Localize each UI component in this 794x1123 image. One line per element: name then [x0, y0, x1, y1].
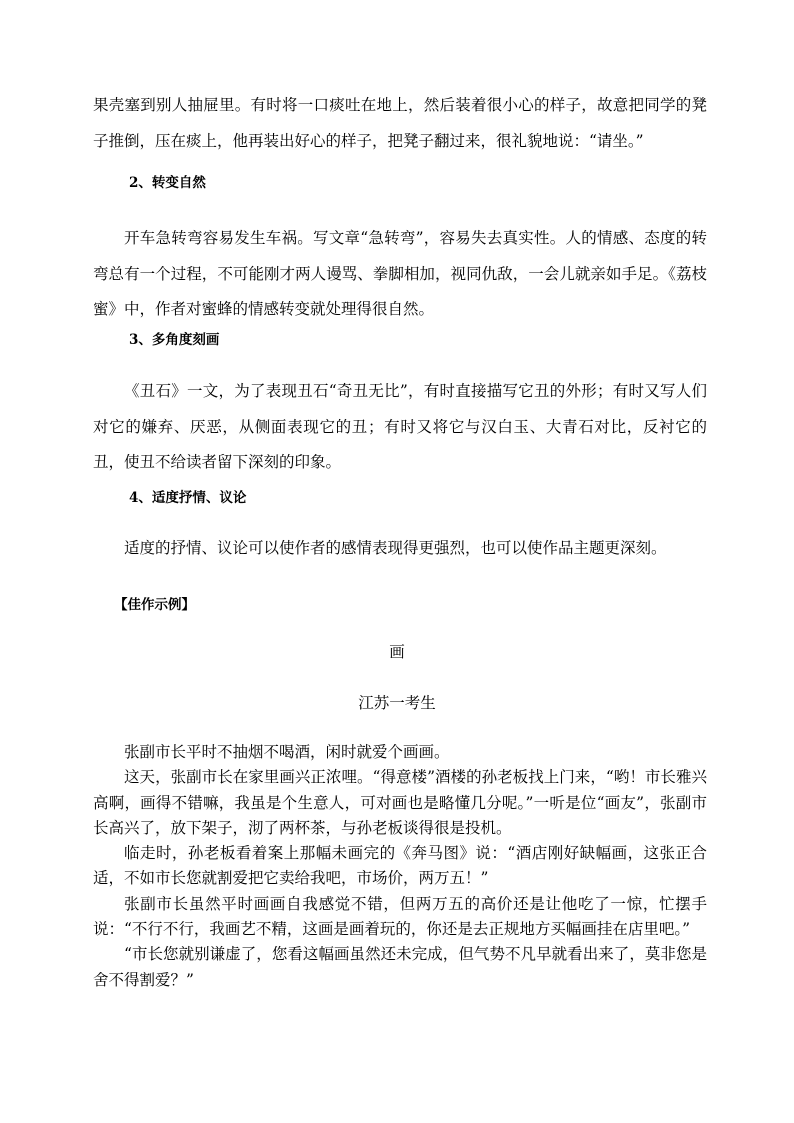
essay-paragraph: 张副市长虽然平时画画自我感觉不错，但两万五的高价还是让他吃了一惊，忙摆手说：“不行不行，我画艺不精，这画是画着玩的，你还是去正规地方买幅画挂在店里吧。” [93, 894, 707, 939]
essay-paragraph: 张副市长平时不抽烟不喝酒，闲时就爱个画画。 [124, 743, 450, 761]
intro-paragraph: 果壳塞到别人抽屉里。有时将一口痰吐在地上，然后装着很小心的样子，故意把同学的凳子推倒，压在痰上，他再装出好心的样子，把凳子翻过来，很礼貌地说：“请坐。” [93, 96, 707, 150]
example-label: 【佳作示例】 [114, 597, 195, 613]
essay-body [93, 740, 707, 993]
section-heading-lyric: 4、适度抒情、议论 [129, 490, 247, 506]
section-heading-multi-angle: 3、多角度刻画 [129, 332, 220, 348]
section-body-multi-angle: 《丑石》一文，为了表现丑石“奇丑无比”，有时直接描写它丑的外形；有时又写人们对它的嫌弃、厌恶，从侧面表现它的丑；有时又将它与汉白玉、大青石对比，反衬它的丑，使丑不给读者留下深刻的印象。 [93, 382, 707, 471]
section-body-lyric: 适度的抒情、议论可以使作者的感情表现得更强烈，也可以使作品主题更深刻。 [124, 539, 667, 557]
essay-paragraph: 这天，张副市长在家里画兴正浓哩。“得意楼”酒楼的孙老板找上门来，“哟！市长雅兴高啊，画得不错嘛，我虽是个生意人，可对画也是略懂几分呢。”一听是位“画友”，张副市长高兴了，放下架子，沏了两杯茶，与孙老板谈得很是投机。 [93, 768, 707, 837]
essay-paragraph: 临走时，孙老板看着案上那幅未画完的《奔马图》说：“酒店刚好缺幅画，这张正合适，不如市长您就割爱把它卖给我吧，市场价，两万五！” [93, 844, 707, 888]
essay-title: 画 [389, 643, 405, 661]
essay-paragraph: “市长您就别谦虚了，您看这幅画虽然还未完成，但气势不凡早就看出来了，莫非您是舍不得割爱？” [93, 945, 707, 989]
section-body-transition: 开车急转弯容易发生车祸。写文章“急转弯”，容易失去真实性。人的情感、态度的转弯总有一个过程，不可能刚才两人谩骂、拳脚相加，视同仇敌，一会儿就亲如手足。《荔枝蜜》中，作者对蜜蜂的情感转变就处理得很自然。 [93, 229, 707, 318]
section-heading-transition: 2、转变自然 [129, 175, 206, 191]
essay-author: 江苏一考生 [358, 694, 436, 712]
